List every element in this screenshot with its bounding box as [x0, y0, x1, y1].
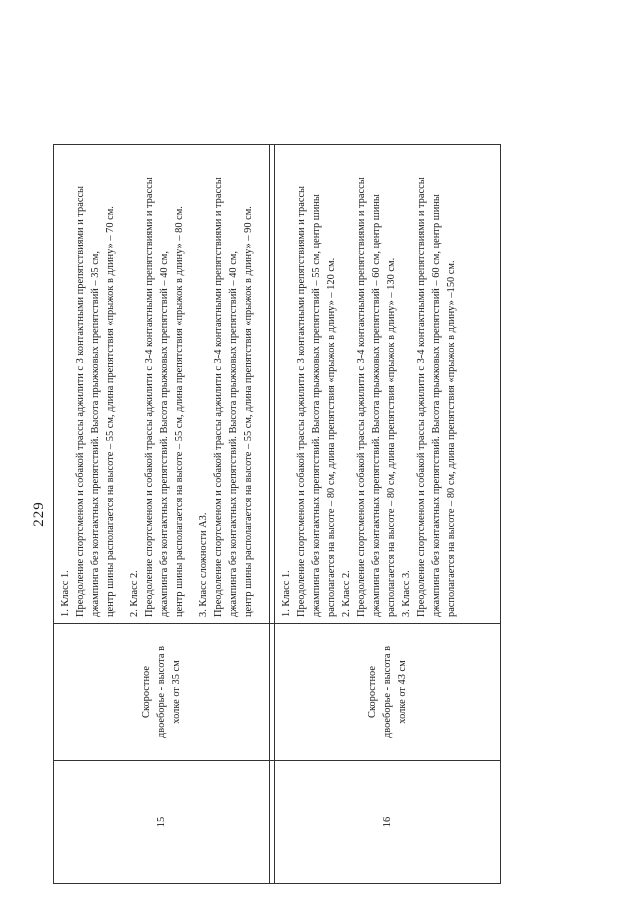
class-title: 3. Класс сложности А3. [198, 512, 209, 617]
discipline-name-line: холке от 35 см [171, 660, 182, 724]
class-text-line: джампинга без контактных препятствий. Высота прыжковых препятствий – 40 см, [228, 251, 239, 617]
class-title: 1. Класс 1. [281, 570, 292, 617]
class-text-line: располагается на высоте – 80 см, длина препятствия «прыжок в длину» –150 см. [446, 260, 457, 617]
class-text-line: джампинга без контактных препятствий. Высота прыжковых препятствий – 60 см, центр шины [371, 194, 382, 617]
class-text-line: Преодоление спортсменом и собакой трассы аджилити с 3-4 контактными препятствиями и трассы [213, 177, 224, 617]
class-text-line: джампинга без контактных препятствий. Высота прыжковых препятствий – 60 см, центр шины [431, 194, 442, 617]
class-text-line: располагается на высоте – 80 см, длина препятствия «прыжок в длину» – 130 см. [386, 257, 397, 617]
table-row-15 [54, 145, 270, 884]
discipline-name-line: двоеборье - высота в [156, 645, 167, 739]
description-cell [54, 145, 270, 624]
rotated-page [31, 144, 507, 884]
class-text-line: центр шины располагается на высоте – 55 см, длина препятствия «прыжок в длину» – 90 см. [243, 206, 254, 617]
discipline-name-line: Скоростное [367, 666, 378, 718]
description-cell [275, 145, 501, 624]
class-title: 2. Класс 2. [129, 570, 140, 617]
class-title: 2. Класс 2. [341, 570, 352, 617]
class-text-line: центр шины располагается на высоте – 55 см, длина препятствия «прыжок в длину» – 80 см. [174, 206, 185, 617]
class-text-line: джампинга без контактных препятствий. Высота прыжковых препятствий – 40 см, [159, 251, 170, 617]
page-number: 229 [31, 501, 47, 527]
row-number: 15 [156, 816, 167, 828]
discipline-name-line: двоеборье - высота в [382, 645, 393, 739]
class-text-line: Преодоление спортсменом и собакой трассы аджилити с 3 контактными препятствиями и трассы [75, 185, 86, 617]
table-row-16 [275, 145, 501, 884]
class-text-line: центр шины располагается на высоте – 55 см, длина препятствия «прыжок в длину» – 70 см. [105, 206, 116, 617]
class-text-line: Преодоление спортсменом и собакой трассы аджилити с 3 контактными препятствиями и трассы [296, 185, 307, 617]
row-number: 16 [382, 816, 393, 828]
class-title: 3. Класс 3. [401, 570, 412, 617]
class-title: 1. Класс 1. [60, 570, 71, 617]
class-text-line: Преодоление спортсменом и собакой трассы аджилити с 3-4 контактными препятствиями и трассы [356, 177, 367, 617]
rules-table [53, 144, 501, 884]
class-text-line: Преодоление спортсменом и собакой трассы аджилити с 3-4 контактными препятствиями и трассы [144, 177, 155, 617]
row-number-cell [54, 761, 270, 884]
discipline-name-cell [54, 624, 270, 761]
class-text-line: Преодоление спортсменом и собакой трассы аджилити с 3-4 контактными препятствиями и трассы [416, 177, 427, 617]
row-number-cell [275, 761, 501, 884]
class-text-line: располагается на высоте – 80 см, длина препятствия «прыжок в длину» – 120 см. [326, 257, 337, 617]
class-text-line: джампинга без контактных препятствий. Высота прыжковых препятствий – 55 см, центр шины [311, 194, 322, 617]
discipline-name-line: Скоростное [141, 666, 152, 718]
class-text-line: джампинга без контактных препятствий. Высота прыжковых препятствий – 35 см, [90, 251, 101, 617]
discipline-name-line: холке от 43 см [397, 660, 408, 724]
discipline-name-cell [275, 624, 501, 761]
